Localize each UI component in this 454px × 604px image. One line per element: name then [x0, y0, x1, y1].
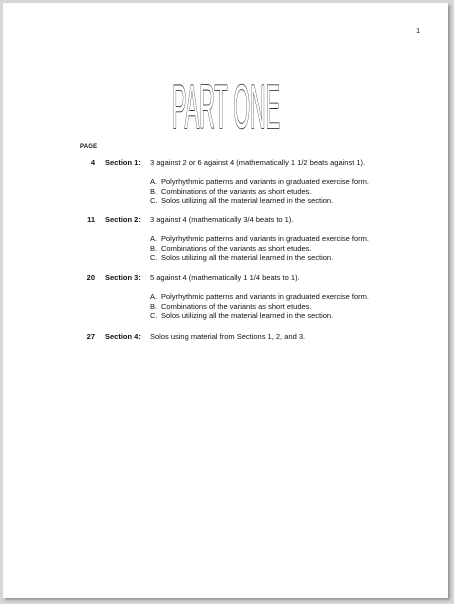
list-item: A. Polyrhythmic patterns and variants in graduated exercise form.: [150, 292, 370, 301]
list-item: C. Solos utilizing all the material learned in the section.: [150, 196, 334, 206]
section-label: Section 3:: [105, 273, 141, 282]
section-description: 3 against 4 (mathematically 3/4 beats to 1).: [150, 215, 294, 224]
section-label: Section 1:: [105, 158, 141, 167]
section-description: 5 against 4 (mathematically 1 1/4 beats to 1).: [150, 273, 300, 282]
section-label: Section 2:: [105, 215, 141, 224]
section-label: Section 4:: [105, 332, 141, 341]
list-item: B. Combinations of the variants as short etudes.: [150, 243, 312, 253]
document-page: [3, 3, 448, 598]
section-page-number: 4: [90, 158, 95, 167]
section-items: [150, 292, 369, 321]
title-block: [3, 73, 448, 142]
page-title: PART ONE: [171, 73, 280, 142]
page-number: 1: [416, 28, 420, 35]
list-item: B. Combinations of the variants as short etudes.: [150, 186, 312, 196]
list-item: A. Polyrhythmic patterns and variants in graduated exercise form.: [150, 234, 370, 243]
section-page-number: 27: [86, 332, 95, 341]
list-item: B. Combinations of the variants as short etudes.: [150, 301, 312, 311]
page-title-graphic: [166, 73, 286, 142]
section-page-number: 20: [86, 273, 95, 282]
section-items: [150, 234, 369, 263]
list-item: C. Solos utilizing all the material learned in the section.: [150, 311, 334, 321]
list-item: A. Polyrhythmic patterns and variants in graduated exercise form.: [150, 177, 370, 186]
section-page-number: 11: [87, 215, 95, 224]
list-item: C. Solos utilizing all the material learned in the section.: [150, 253, 334, 263]
page-column-label: PAGE: [80, 144, 98, 150]
section-description: 3 against 2 or 6 against 4 (mathematically 1 1/2 beats against 1).: [150, 158, 366, 167]
section-items: [150, 177, 369, 206]
section-description: Solos using material from Sections 1, 2, and 3.: [150, 332, 306, 341]
